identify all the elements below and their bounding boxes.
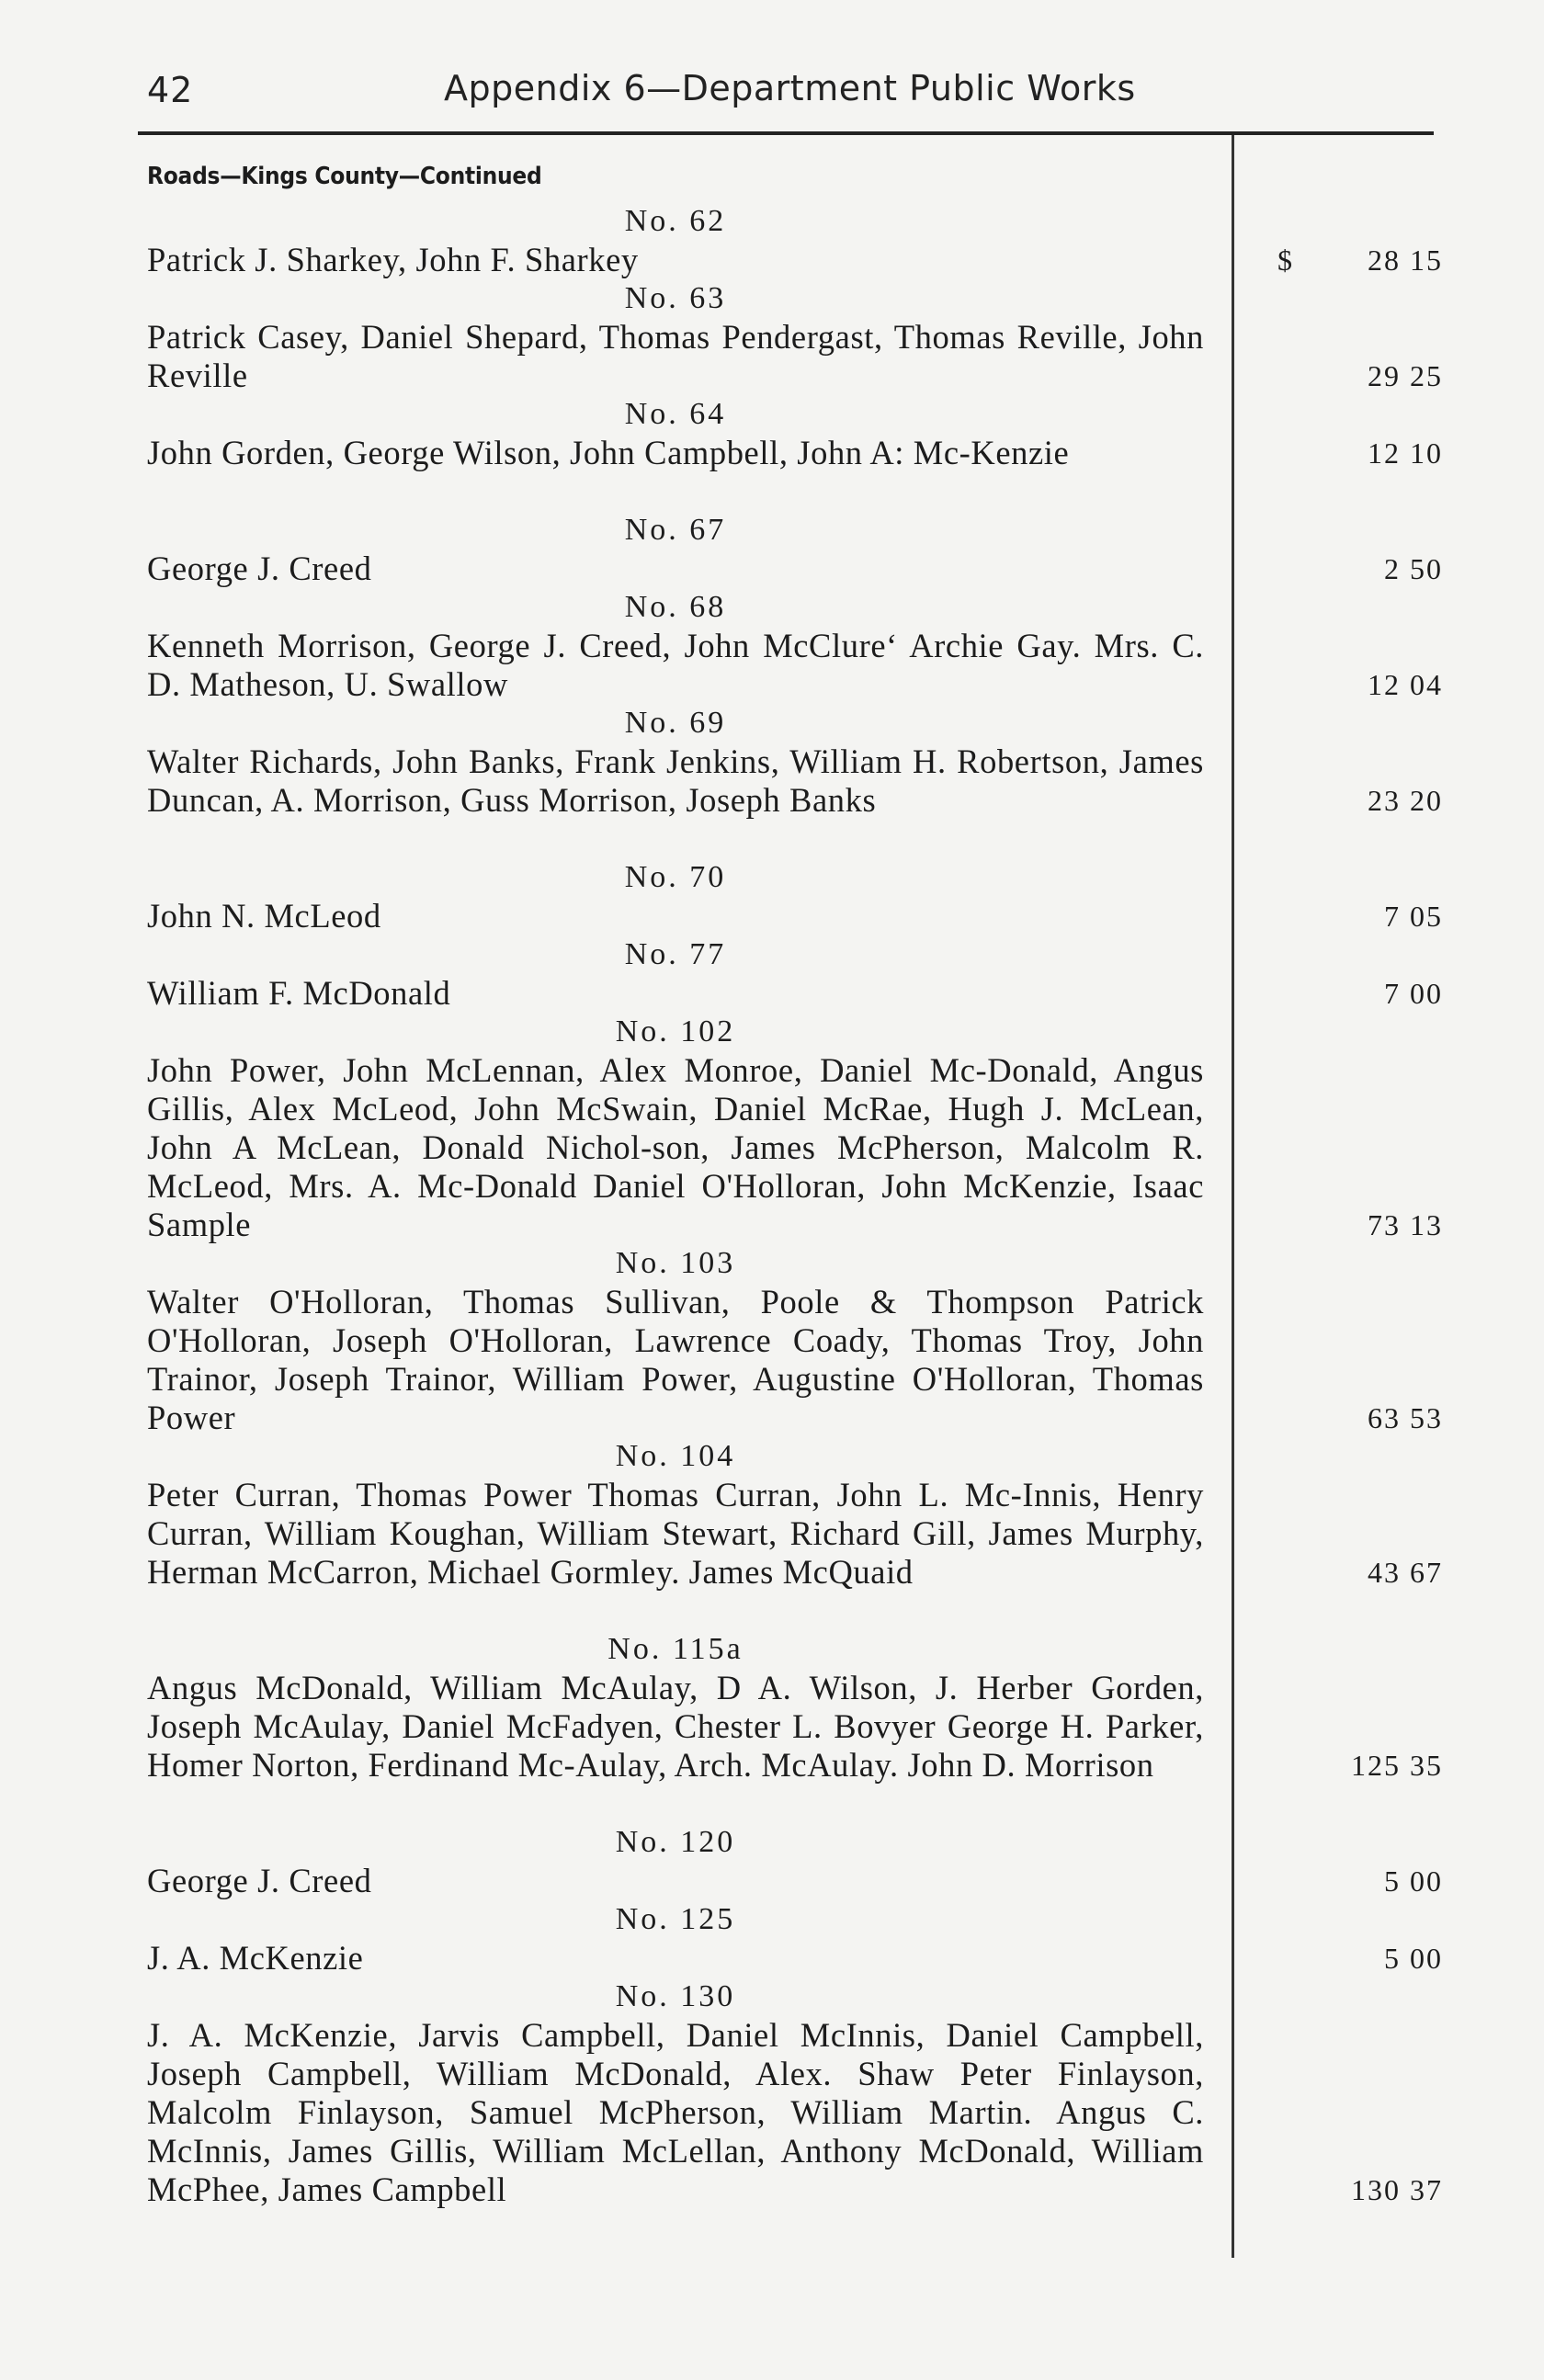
amount (1277, 550, 1443, 588)
road-number: No. 62 (624, 204, 727, 238)
road-number: No. 67 (624, 513, 727, 547)
page-title: Appendix 6—Department Public Works (444, 68, 1136, 108)
amount (1277, 1399, 1443, 1437)
amount (1277, 1206, 1443, 1244)
road-number: No. 63 (624, 281, 727, 315)
road-number: No. 104 (615, 1439, 736, 1473)
amount-value: 7 00 (1384, 977, 1443, 1010)
amount-value: 12 10 (1368, 436, 1443, 470)
road-number: No. 125 (615, 1902, 736, 1936)
amount-value: 73 13 (1368, 1208, 1443, 1241)
amount-value: 29 25 (1368, 359, 1443, 392)
header-rule (138, 131, 1434, 135)
amount (1277, 434, 1443, 472)
amount-value: 5 00 (1384, 1942, 1443, 1975)
road-number: No. 115a (607, 1632, 744, 1666)
names-list: J. A. McKenzie (147, 1939, 364, 1977)
names-list: Walter O'Holloran, Thomas Sullivan, Poole & Thompson Patrick O'Holloran, Joseph O'Holloran, Lawrence Coady, Thomas Troy, John Trainor, Joseph Trainor, William Power, Augustine O'Holloran, Thomas Power (147, 1283, 1204, 1436)
names-list: Peter Curran, Thomas Power Thomas Curran, John L. Mc-Innis, Henry Curran, William Koughan, William Stewart, Richard Gill, James Murphy, Herman McCarron, Michael Gormley. James McQuaid (147, 1476, 1204, 1591)
names-list: Walter Richards, John Banks, Frank Jenkins, William H. Robertson, James Duncan, A. Morrison, Guss Morrison, Joseph Banks (147, 742, 1204, 819)
names-list: Patrick Casey, Daniel Shepard, Thomas Pendergast, Thomas Reville, John Reville (147, 318, 1204, 394)
names-list: John Power, John McLennan, Alex Monroe, Daniel Mc-Donald, Angus Gillis, Alex McLeod, John McSwain, Daniel McRae, Hugh J. McLean, John A McLean, Donald Nichol-son, James McPherson, Malcolm R. McLeod, Mrs. A. Mc-Donald Daniel O'Holloran, John McKenzie, Isaac Sample (147, 1051, 1204, 1243)
road-number: No. 69 (624, 706, 727, 740)
amount-value: 43 67 (1368, 1556, 1443, 1589)
amount (1277, 781, 1443, 820)
amount-value: 63 53 (1368, 1401, 1443, 1434)
amount-value: 5 00 (1384, 1864, 1443, 1898)
amount (1277, 1746, 1443, 1785)
amount-value: 23 20 (1368, 784, 1443, 817)
amount (1277, 665, 1443, 704)
amount (1277, 2170, 1443, 2209)
road-number: No. 64 (624, 397, 727, 431)
amount (1277, 974, 1443, 1013)
amount-column-divider (1232, 135, 1234, 2258)
section-heading: Roads—Kings County—Continued (147, 163, 542, 190)
amount-value: 28 15 (1368, 244, 1443, 277)
names-list: Kenneth Morrison, George J. Creed, John McClure‘ Archie Gay. Mrs. C. D. Matheson, U. Swallow (147, 627, 1204, 703)
amount-value: 2 50 (1384, 552, 1443, 585)
amount-value: 130 37 (1351, 2173, 1443, 2206)
road-number: No. 130 (615, 1979, 736, 2013)
road-number: No. 68 (624, 590, 727, 624)
currency-symbol: $ (1277, 244, 1294, 277)
page-header (147, 64, 1434, 119)
amount-value: 12 04 (1368, 668, 1443, 701)
road-number: No. 103 (615, 1246, 736, 1280)
amount (1277, 357, 1443, 395)
amount (1277, 1553, 1443, 1592)
names-list: Angus McDonald, William McAulay, D A. Wilson, J. Herber Gorden, Joseph McAulay, Daniel McFadyen, Chester L. Bovyer George H. Parker, Homer Norton, Ferdinand Mc-Aulay, Arch. McAulay. John D. Morrison (147, 1669, 1204, 1784)
names-list: John N. McLeod (147, 897, 381, 935)
road-number: No. 120 (615, 1825, 736, 1859)
amount (1277, 897, 1443, 935)
names-list: John Gorden, George Wilson, John Campbell, John A: Mc-Kenzie (147, 434, 1070, 471)
page-number: 42 (147, 70, 194, 110)
amount (1277, 1862, 1443, 1900)
amount (1277, 1939, 1443, 1978)
amount (1277, 241, 1443, 279)
names-list: William F. McDonald (147, 974, 451, 1012)
names-list: George J. Creed (147, 1862, 372, 1899)
names-list: George J. Creed (147, 550, 372, 587)
road-number: No. 70 (624, 860, 727, 894)
names-list: Patrick J. Sharkey, John F. Sharkey (147, 241, 639, 278)
amount-value: 125 35 (1351, 1749, 1443, 1782)
names-list: J. A. McKenzie, Jarvis Campbell, Daniel McInnis, Daniel Campbell, Joseph Campbell, William McDonald, Alex. Shaw Peter Finlayson, Malcolm Finlayson, Samuel McPherson, William Martin. Angus C. McInnis, James Gillis, William McLellan, Anthony McDonald, William McPhee, James Campbell (147, 2016, 1204, 2208)
road-number: No. 102 (615, 1014, 736, 1048)
amount-value: 7 05 (1384, 900, 1443, 933)
road-number: No. 77 (624, 937, 727, 971)
